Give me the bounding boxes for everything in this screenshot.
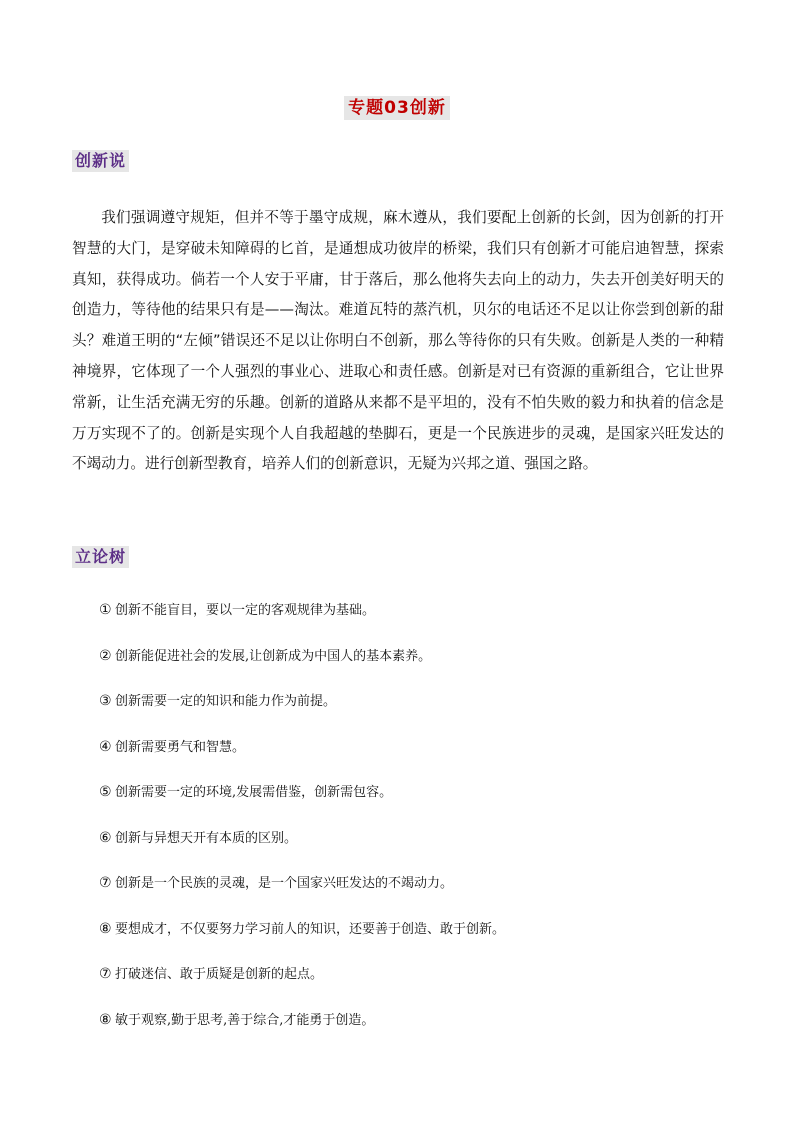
item-number: ④ [99,738,112,755]
document-title: 专题03创新 [344,96,450,120]
list-item [99,782,505,828]
section-heading-arguments: 立论树 [72,546,129,568]
argument-list [99,600,505,1055]
item-number: ⑥ [99,829,112,846]
item-number: ③ [99,693,112,709]
list-item [99,828,505,874]
list-item [99,919,505,965]
list-item [99,737,505,783]
list-item [99,646,505,692]
list-item [99,873,505,919]
item-text: 创新需要一定的知识和能力作为前提。 [115,694,337,709]
item-number: ⑧ [99,1011,112,1028]
section-heading-innovation-theory: 创新说 [72,150,129,172]
item-text: 打破迷信、敢于质疑是创新的起点。 [115,967,324,982]
item-text: 创新与异想天开有本质的区别。 [115,830,298,846]
item-number: ① [99,602,112,618]
item-number: ⑦ [99,875,112,891]
document-title-block [0,96,794,120]
item-text: 创新能促进社会的发展,让创新成为中国人的基本素养。 [115,648,432,664]
list-item [99,964,505,1010]
item-text: 创新需要勇气和智慧。 [115,739,246,755]
list-item [99,1010,505,1056]
item-number: ⑤ [99,784,112,800]
item-number: ⑧ [99,920,112,937]
item-text: 创新需要一定的环境,发展需借鉴，创新需包容。 [115,785,393,800]
essay-paragraph: 我们强调遵守规矩，但并不等于墨守成规，麻木遵从，我们要配上创新的长剑，因为创新的打开智慧的大门，是穿破未知障碍的匕首，是通想成功彼岸的桥梁，我们只有创新才可能启迪智慧，探索真知，获得成功。倘若一个人安于平庸，甘于落后，那么他将失去向上的动力，失去开创美好明天的创造力，等待他的结果只有是——淘汰。难道瓦特的蒸汽机，贝尔的电话还不足以让你尝到创新的甜头？难道王明的“左倾”错误还不足以让你明白不创新，那么等待你的只有失败。创新是人类的一种精神境界，它体现了一个人强烈的事业心、进取心和责任感。创新是对已有资源的重新组合，它让世界常新，让生活充满无穷的乐趣。创新的道路从来都不是平坦的，没有不怕失败的毅力和执着的信念是万万实现不了的。创新是实现个人自我超越的垫脚石，更是一个民族进步的灵魂，是国家兴旺发达的不竭动力。进行创新型教育，培养人们的创新意识，无疑为兴邦之道、强国之路。 [72,209,724,473]
list-item [99,691,505,737]
item-text: 创新是一个民族的灵魂，是一个国家兴旺发达的不竭动力。 [115,876,454,891]
list-item [99,600,505,646]
item-number: ② [99,647,112,664]
item-number: ⑦ [99,966,112,982]
item-text: 创新不能盲目，要以一定的客观规律为基础。 [115,603,376,618]
item-text: 要想成才，不仅要努力学习前人的知识，还要善于创造、敢于创新。 [115,921,506,937]
item-text: 敏于观察,勤于思考,善于综合,才能勇于创造。 [115,1012,375,1028]
